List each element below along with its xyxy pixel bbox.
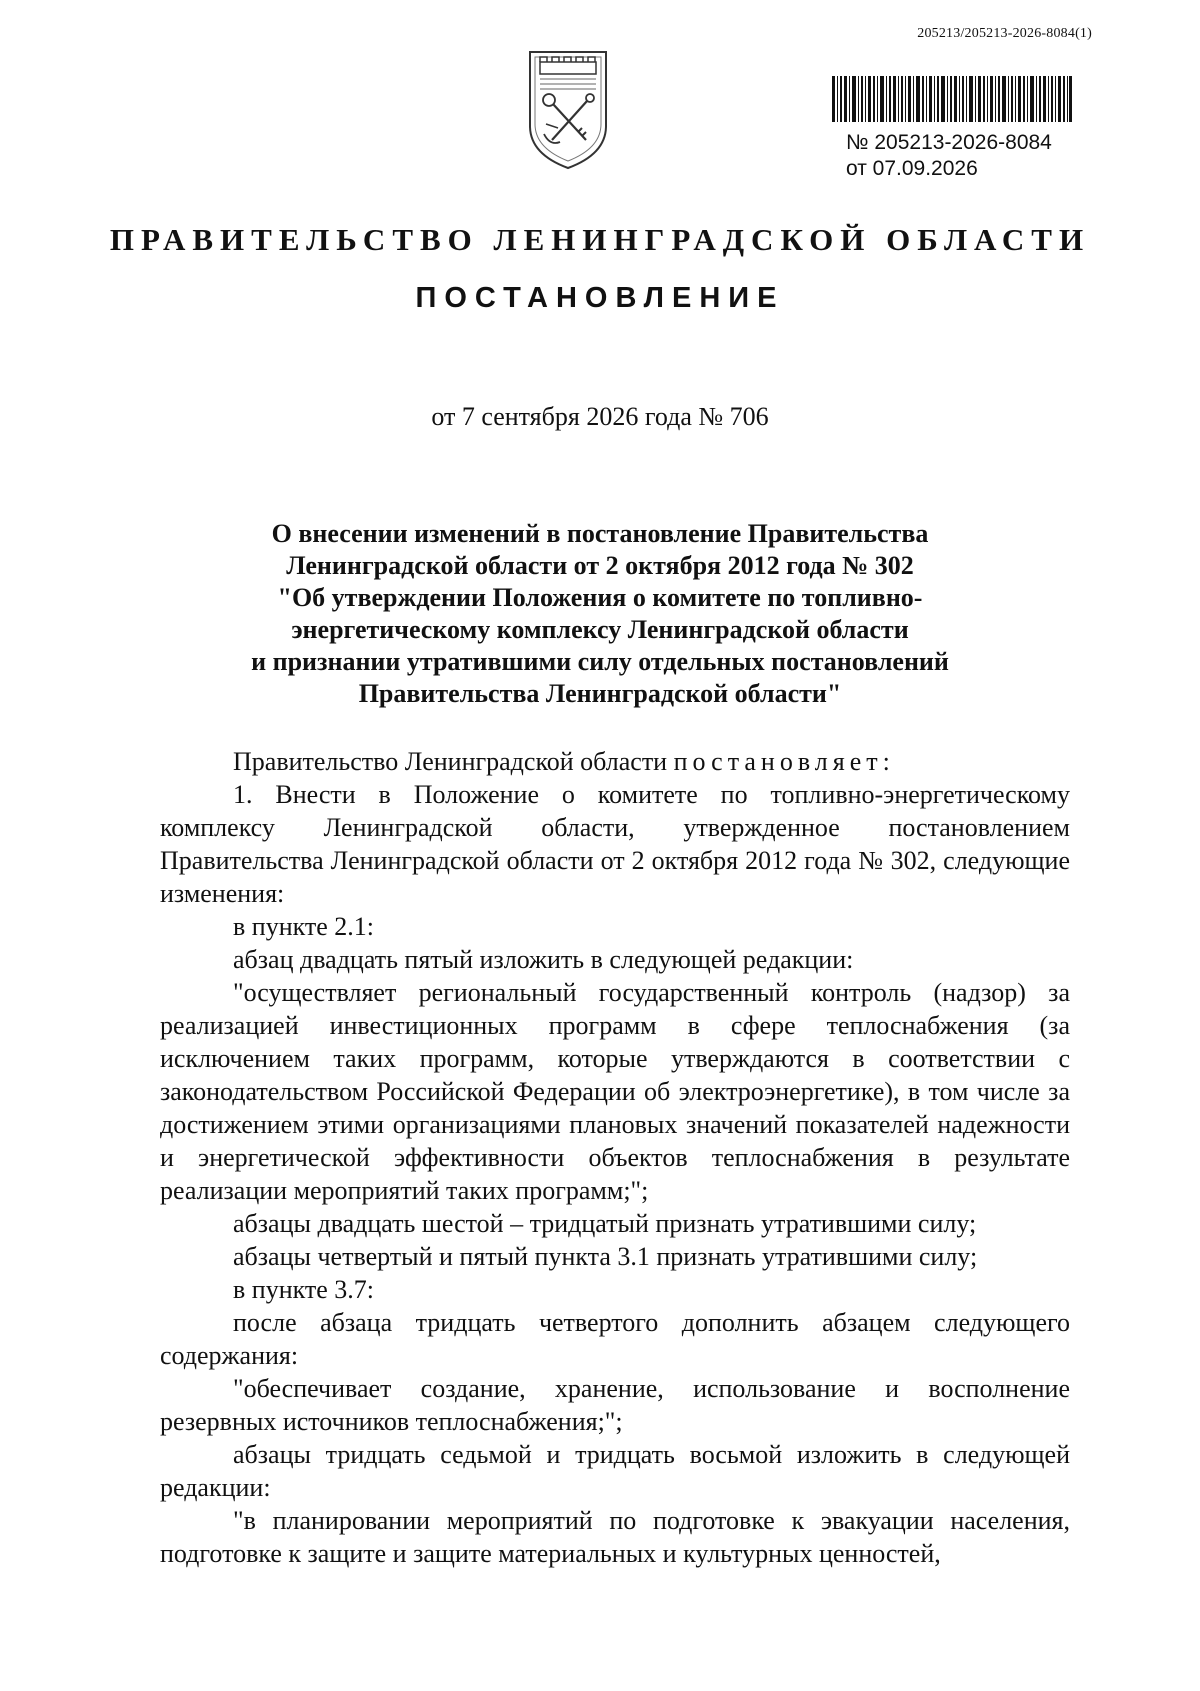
document-body xyxy=(160,745,1070,1570)
body-paragraph: "осуществляет региональный государственный контроль (надзор) за реализацией инвестиционных программ в сфере теплоснабжения (за исключением таких программ, которые утверждаются в соответствии с законодательством Российской Федерации об электроэнергетике), в том числе за достижением этими организациями плановых значений показателей надежности и энергетической эффективности объектов теплоснабжения в результате реализации мероприятий таких программ;"; xyxy=(160,978,1070,1205)
registration-stamp xyxy=(846,130,1052,182)
registry-code: 205213/205213-2026-8084(1) xyxy=(917,26,1092,41)
body-paragraph: абзацы двадцать шестой – тридцатый признать утратившими силу; xyxy=(233,1209,977,1238)
body-paragraph: "обеспечивает создание, хранение, использование и восполнение резервных источников теплоснабжения;"; xyxy=(160,1374,1070,1436)
barcode-icon xyxy=(832,76,1072,122)
coat-of-arms-icon xyxy=(524,48,612,172)
subject-line: "Об утверждении Положения о комитете по топливно- xyxy=(277,583,923,612)
organization-title: ПРАВИТЕЛЬСТВО ЛЕНИНГРАДСКОЙ ОБЛАСТИ xyxy=(109,222,1091,257)
subject-line: и признании утратившими силу отдельных постановлений xyxy=(251,647,949,676)
subject-line: Ленинградской области от 2 октября 2012 года № 302 xyxy=(286,551,914,580)
intro-lead: Правительство Ленинградской области xyxy=(233,747,674,776)
document-type: ПОСТАНОВЛЕНИЕ xyxy=(415,282,785,314)
body-paragraph: абзацы четвертый и пятый пункта 3.1 признать утратившими силу; xyxy=(233,1242,978,1271)
body-paragraph: в пункте 3.7: xyxy=(233,1275,375,1304)
document-subject xyxy=(160,518,1040,710)
subject-line: О внесении изменений в постановление Правительства xyxy=(271,519,929,548)
registration-number: № 205213-2026-8084 xyxy=(846,131,1052,154)
document-date-number: от 7 сентября 2026 года № 706 xyxy=(431,402,769,431)
intro-verb: постановляет: xyxy=(673,747,895,776)
body-paragraph: в пункте 2.1: xyxy=(233,912,375,941)
body-paragraph: "в планировании мероприятий по подготовке к эвакуации населения, подготовке к защите и защите материальных и культурных ценностей, xyxy=(160,1506,1070,1568)
registration-date: от 07.09.2026 xyxy=(846,157,978,180)
subject-line: Правительства Ленинградской области" xyxy=(358,679,842,708)
subject-line: энергетическому комплексу Ленинградской области xyxy=(291,615,909,644)
intro-paragraph xyxy=(160,745,1070,778)
body-paragraph: абзац двадцать пятый изложить в следующей редакции: xyxy=(233,945,854,974)
body-paragraph: абзацы тридцать седьмой и тридцать восьмой изложить в следующей редакции: xyxy=(160,1440,1070,1502)
body-paragraph: после абзаца тридцать четвертого дополнить абзацем следующего содержания: xyxy=(160,1308,1070,1370)
body-paragraph: 1. Внести в Положение о комитете по топливно-энергетическому комплексу Ленинградской области, утвержденное постановлением Правительства Ленинградской области от 2 октября 2012 года № 302, следующие изменения: xyxy=(160,780,1070,908)
